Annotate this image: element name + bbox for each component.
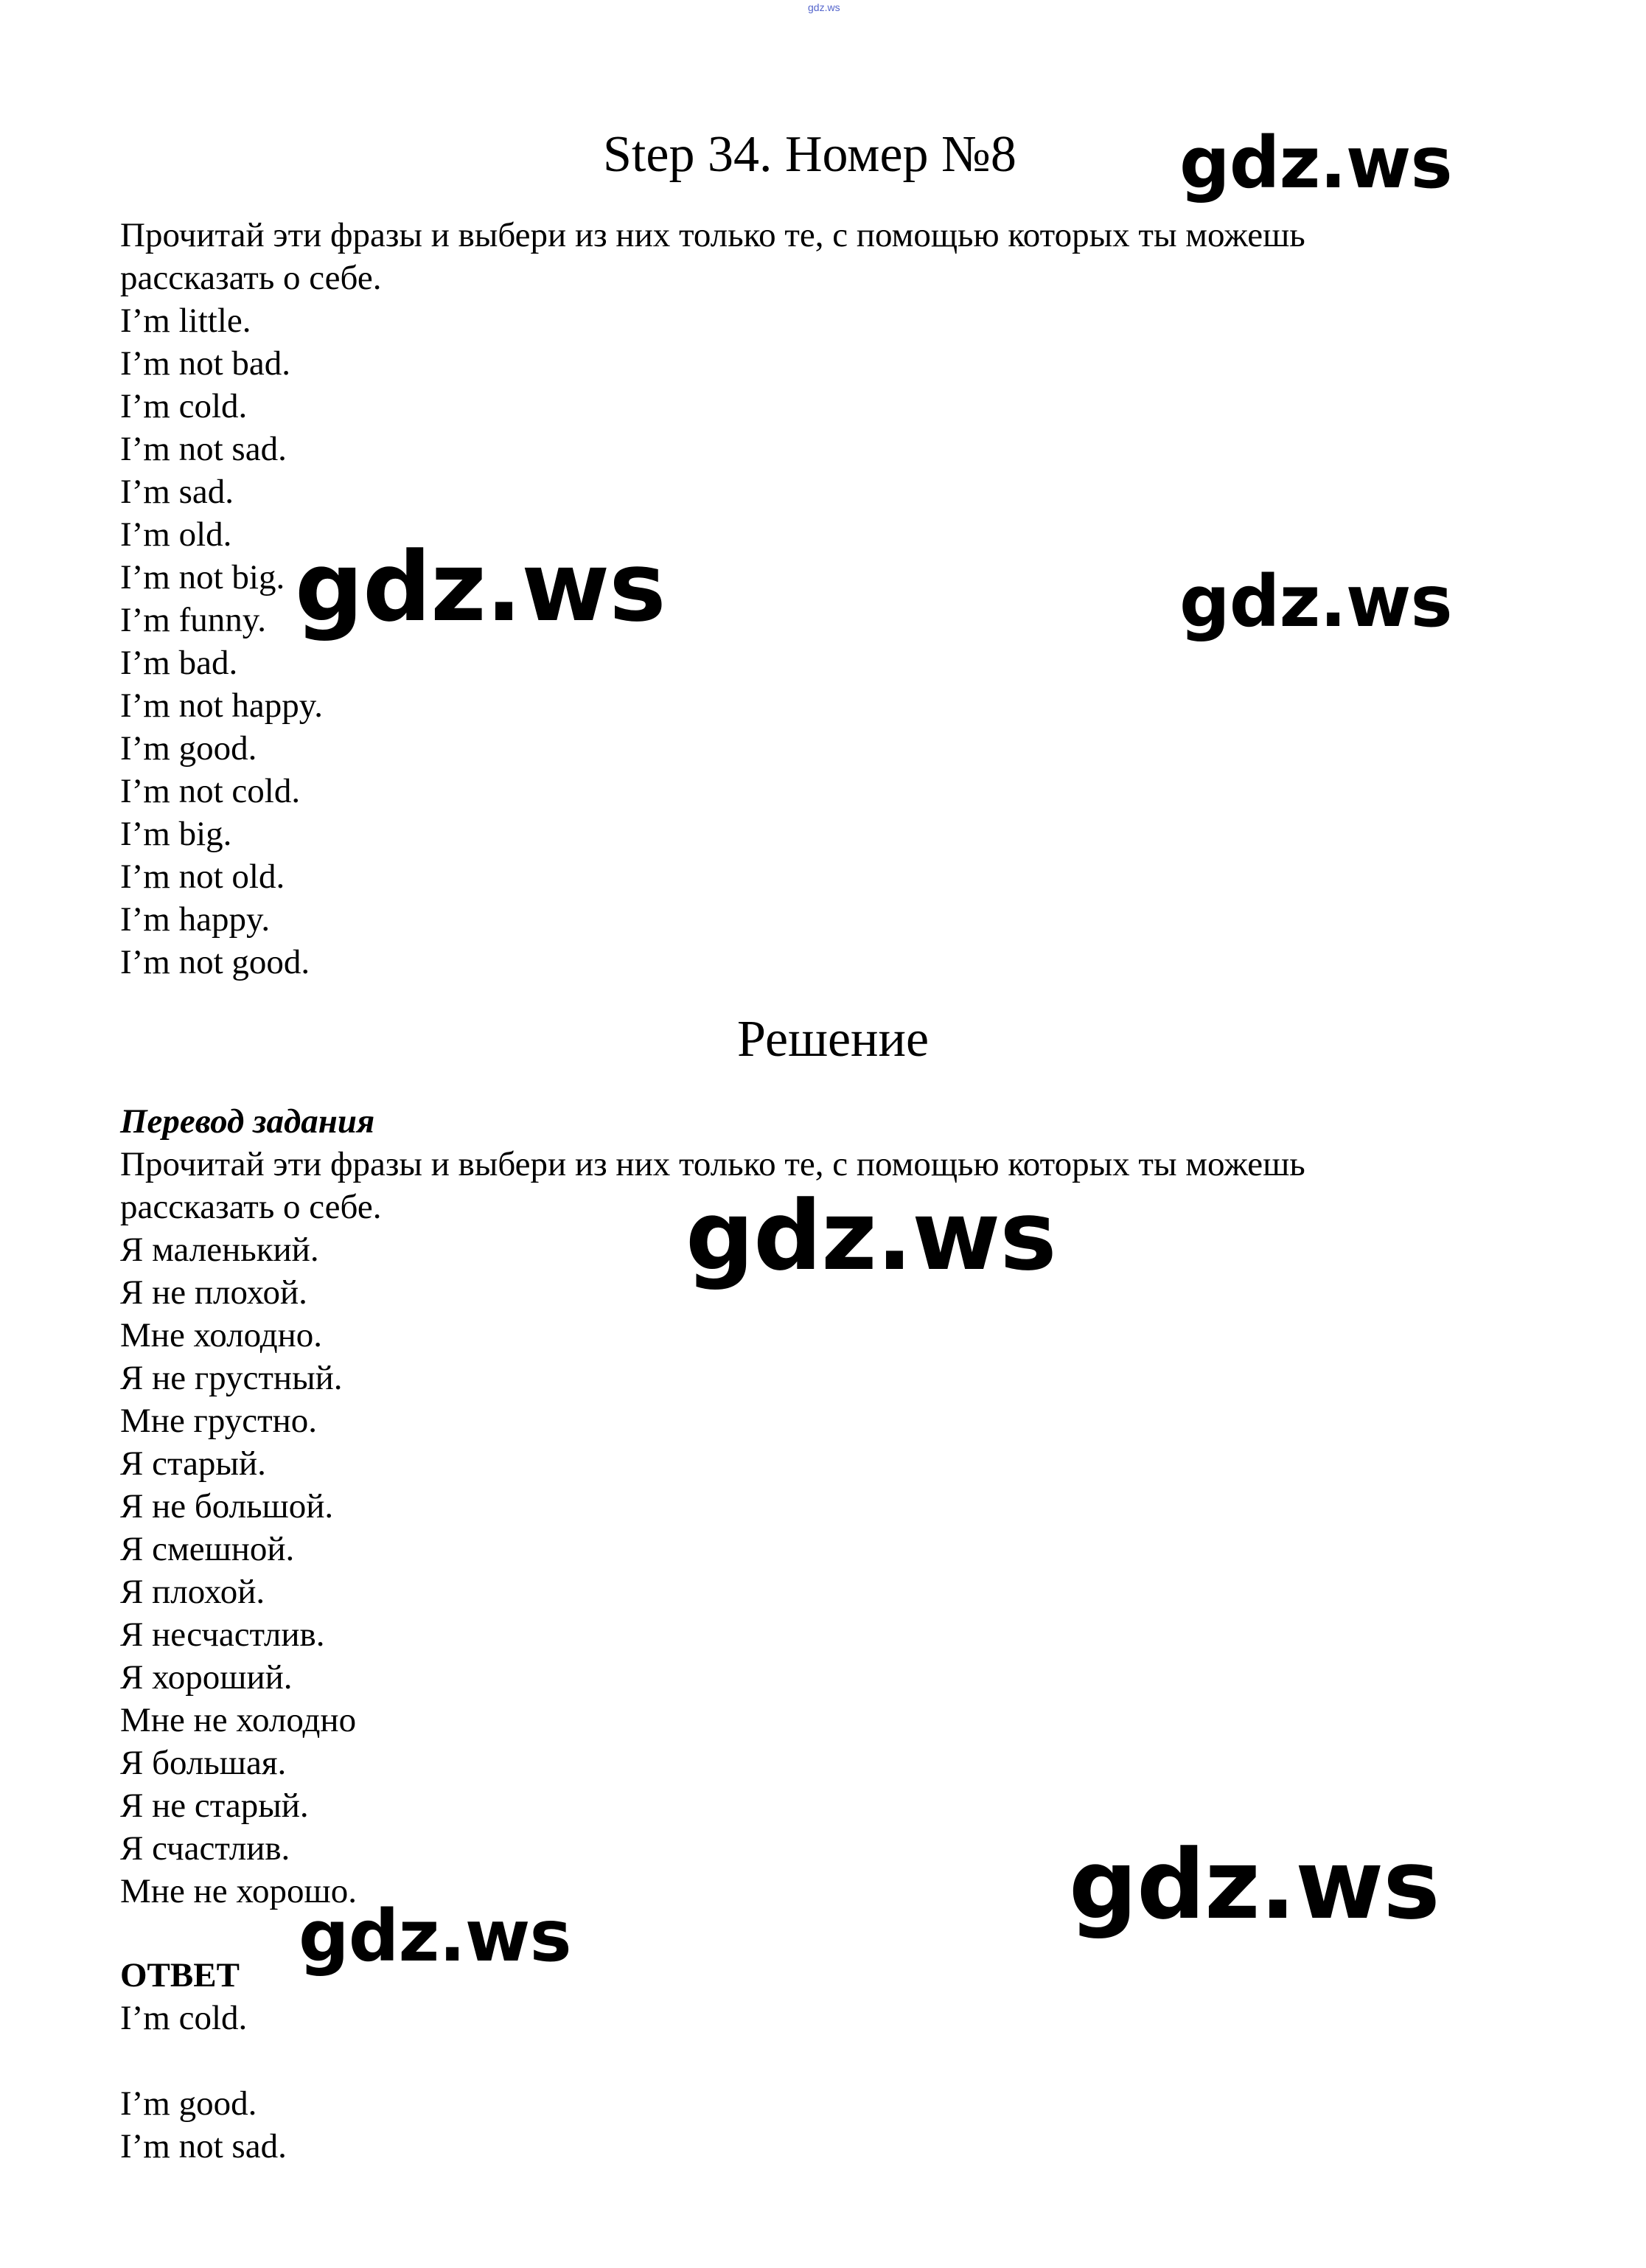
translation-line: Мне не хорошо.	[120, 1872, 357, 1910]
translation-line: Я старый.	[120, 1444, 266, 1483]
translation-line: Я не грустный.	[120, 1359, 343, 1397]
translation-line: Я не плохой.	[120, 1273, 307, 1312]
watermark: gdz.ws	[295, 531, 666, 643]
watermark: gdz.ws	[686, 1180, 1056, 1292]
task-line: I’m good.	[120, 729, 257, 768]
translation-line: рассказать о себе.	[120, 1188, 382, 1226]
translation-line: Я несчастлив.	[120, 1615, 325, 1654]
answer-line-blank	[120, 2039, 1447, 2082]
translation-line: Мне не холодно	[120, 1701, 357, 1739]
task-line: I’m not good.	[120, 943, 310, 981]
translation-line: Мне грустно.	[120, 1402, 318, 1440]
translation-heading: Перевод задания	[120, 1102, 375, 1141]
watermark: gdz.ws	[299, 1895, 571, 1977]
translation-line: Мне холодно.	[120, 1316, 323, 1354]
task-line: I’m funny.	[120, 601, 266, 639]
answer-line: I’m not sad.	[120, 2127, 287, 2166]
task-line: I’m old.	[120, 515, 232, 554]
top-watermark: gdz.ws	[808, 1, 840, 13]
watermark: gdz.ws	[1179, 560, 1452, 643]
task-line: I’m not sad.	[120, 430, 287, 468]
task-line: I’m not cold.	[120, 772, 301, 810]
translation-line: Я смешной.	[120, 1530, 295, 1568]
task-line: I’m big.	[120, 815, 232, 853]
translation-line: Я плохой.	[120, 1573, 265, 1611]
translation-line: Я большая.	[120, 1744, 287, 1782]
translation-line: Прочитай эти фразы и выбери из них только те, с помощью которых ты можешь	[120, 1145, 1305, 1183]
task-line: Прочитай эти фразы и выбери из них только те, с помощью которых ты можешь	[120, 216, 1305, 254]
watermark: gdz.ws	[1179, 122, 1452, 204]
task-line: I’m happy.	[120, 900, 271, 939]
translation-line: Я маленький.	[120, 1231, 319, 1269]
task-line: I’m not big.	[120, 558, 285, 596]
translation-line: Я не большой.	[120, 1487, 334, 1526]
task-line: I’m little.	[120, 302, 251, 340]
answer-line: I’m good.	[120, 2084, 257, 2123]
task-line: рассказать о себе.	[120, 259, 382, 297]
task-line: I’m sad.	[120, 473, 234, 511]
answer-block	[120, 1954, 1447, 2168]
task-line: I’m not bad.	[120, 344, 291, 383]
solution-title: Решение	[737, 1011, 930, 1068]
task-line: I’m cold.	[120, 387, 248, 425]
translation-line: Я не старый.	[120, 1787, 309, 1825]
translation-line: Я хороший.	[120, 1658, 293, 1697]
answer-heading: ОТВЕТ	[120, 1956, 240, 1994]
task-line: I’m bad.	[120, 644, 238, 682]
page-title: Step 34. Номер №8	[603, 126, 1016, 183]
translation-line: Я счастлив.	[120, 1829, 290, 1868]
task-line: I’m not happy.	[120, 686, 323, 725]
answer-line: I’m cold.	[120, 1999, 248, 2037]
task-line: I’m not old.	[120, 858, 285, 896]
watermark: gdz.ws	[1069, 1829, 1440, 1941]
